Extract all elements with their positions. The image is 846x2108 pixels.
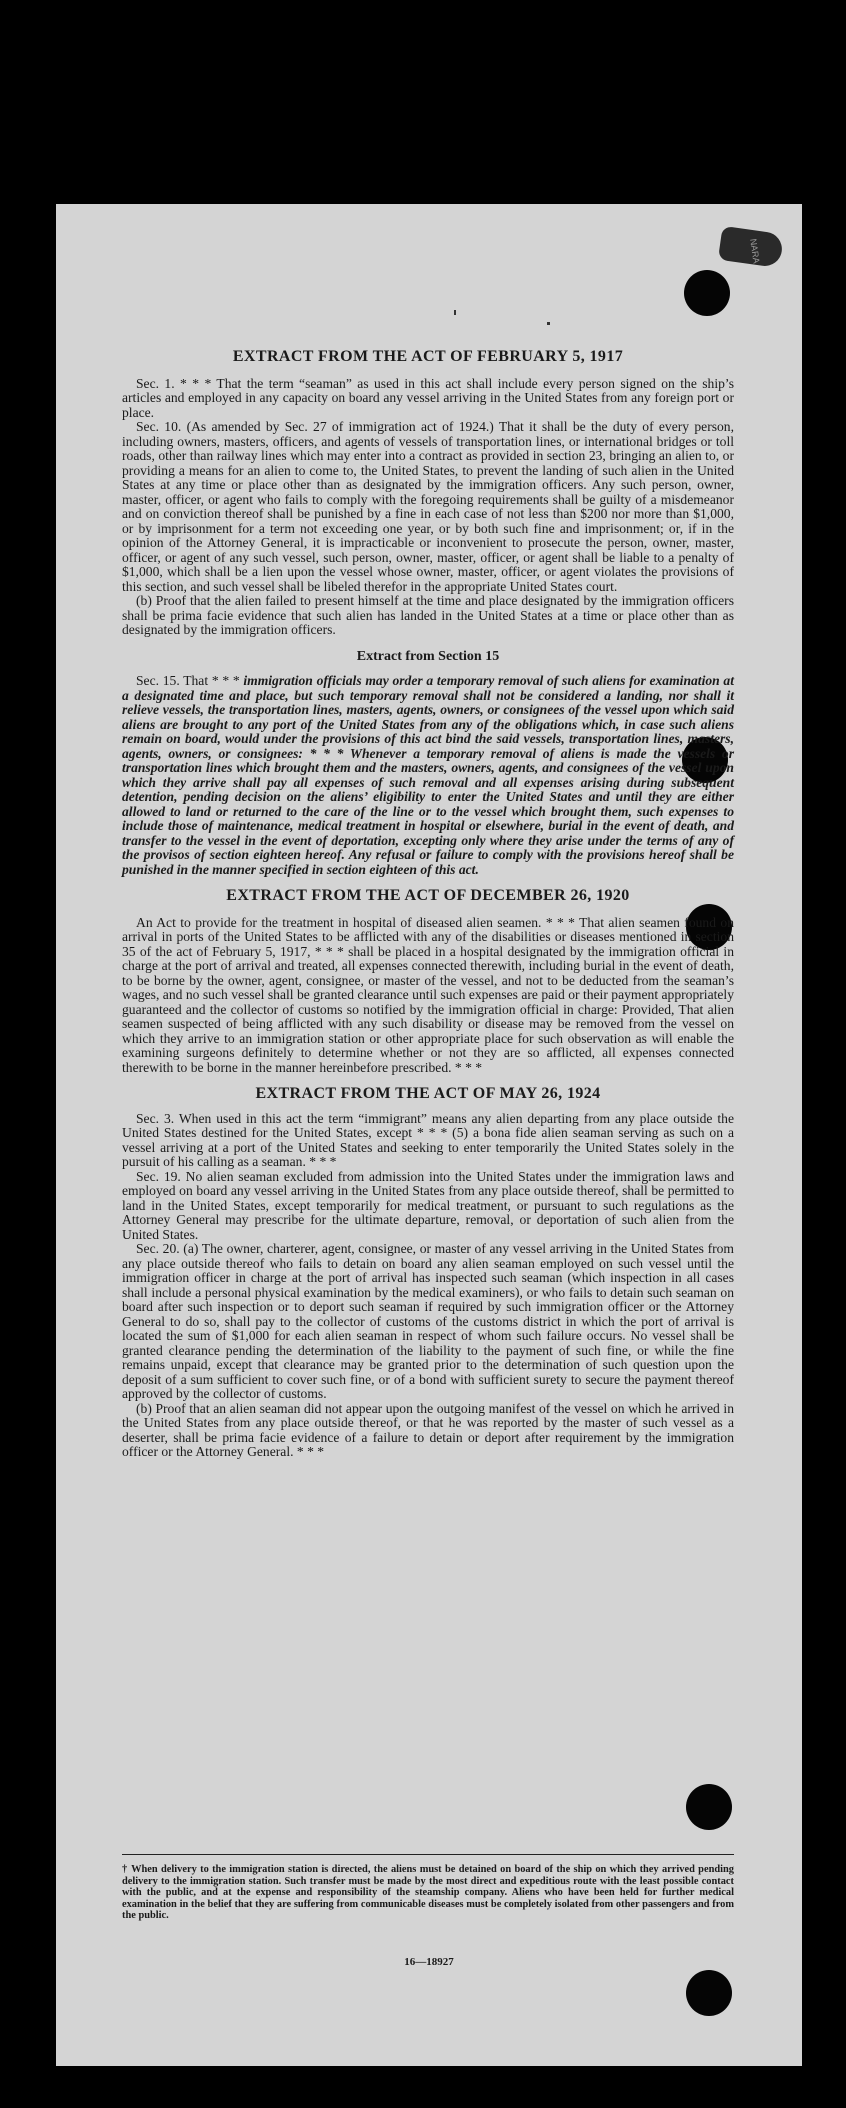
- heading-section-15: Extract from Section 15: [356, 648, 500, 664]
- sec-15-italic-text: immigration officials may order a temporary removal of such aliens for examination at a designated time and place, but such temporary removal shall not be considered a landing, nor shall it relieve vessels, the transportation lines, masters, agents, owners, or consignees of the vessel upon which said aliens are brought to any port of the United States from any of the obligations which, in case such aliens remain on board, would under the provisions of this act bind the said vessels, transportation lines, masters, agents, owners, or consignees: * * * Whenever a temporary removal of aliens is made the vessels or transportation lines which brought them and the masters, owners, agents, and consignees of the vessel upon which they arrive shall pay all expenses of such removal and all expenses arising during subsequent detention, pending decision on the aliens’ eligibility to enter the United States and until they are either allowed to land or returned to the care of the line or to the vessel which brought them, such expenses to include those of maintenance, medical treatment in hospital or elsewhere, burial in the event of death, and transfer to the vessel in the event of deportation, excepting only where they arise under the terms of any of the provisos of section eighteen hereof. Any refusal or failure to comply with the provisions hereof shall be punished in the manner specified in section eighteen of this act.: [122, 673, 734, 877]
- paragraph-act-1920: An Act to provide for the treatment in hospital of diseased alien seamen. * * * That alien seamen found on arrival in ports of the United States to be afflicted with any of the disabilities or diseases mentioned in section 35 of the act of February 5, 1917, * * * shall be placed in a hospital designated by the immigration official in charge at the port of arrival and treated, all expenses connected therewith, including burial in the event of death, to be borne by the owner, agent, consignee, or master of the vessel, and not to be deducted from the seaman’s wages, and no such vessel shall be granted clearance until such expenses are paid or their payment appropriately guaranteed and the collector of customs so notified by the immigration official in charge: Provided, That alien seamen suspected of being afflicted with any such disability or disease may be removed from the vessel on which they arrive to an immigration station or other appropriate place for such observation as will enable the examining surgeons definitely to determine whether or not they are so afflicted, all expenses connected therewith to be borne in the manner hereinbefore prescribed. * * *: [122, 914, 734, 1075]
- paragraph-sec-15: [122, 674, 734, 877]
- paragraph-sec-20b: (b) Proof that an alien seaman did not appear upon the outgoing manifest of the vessel on which he arrived in the United States from any place outside thereof, or that he was reported by the master of such vessel as a deserter, shall be prima facie evidence of a failure to detain or deport after requirement by the immigration officer or the Attorney General. * * *: [122, 1400, 734, 1459]
- act-1917-block: [122, 350, 734, 1460]
- footnote: † When delivery to the immigration station is directed, the aliens must be detained on board of the ship on which they arrived pending delivery to the immigration station. Such transfer must be made by the most direct and expeditious route with the least possible contact with the public, and at the expense and responsibility of the steamship company. Aliens who have been held for further medical examination in the belief that they are suffering from communicable diseases must be completely isolated from other passengers and from the public.: [122, 1864, 734, 1922]
- paragraph-sec-19: Sec. 19. No alien seaman excluded from admission into the United States under the immigration laws and employed on board any vessel arriving in the United States from any place outside thereof, shall be permitted to land in the United States, except temporarily for medical treatment, or pursuant to such regulations as the Attorney General may prescribe for the ultimate departure, removal, or deportation of such alien from the United States.: [122, 1168, 734, 1242]
- paragraph-sec-3: Sec. 3. When used in this act the term “immigrant” means any alien departing from any place outside the United States destined for the United States, except * * * (5) a bona fide alien seaman serving as such on a vessel arriving at a port of the United States and seeking to enter temporarily the United States solely in the pursuit of his calling as a seaman. * * *: [122, 1110, 734, 1169]
- paragraph-sec-1: Sec. 1. * * * That the term “seaman” as used in this act shall include every person signed on the ship’s articles and employed in any capacity on board any vessel arriving in the United States from any foreign port or place.: [122, 375, 734, 420]
- heading-act-1924: EXTRACT FROM THE ACT OF MAY 26, 1924: [255, 1085, 601, 1102]
- punch-hole: [684, 270, 730, 316]
- print-mark: [547, 322, 550, 325]
- archive-stamp-text: NARA: [748, 238, 762, 265]
- print-mark: [454, 310, 456, 315]
- paragraph-sec-20a: Sec. 20. (a) The owner, charterer, agent, consignee, or master of any vessel arriving in the United States from any place outside thereof who fails to detain on board any alien seaman employed on such vessel until the immigration officer in charge at the port of arrival has inspected such seaman (which inspection in all cases shall include a personal physical examination by the medical examiners), or who fails to detain such seaman on board after such inspection or to deport such seaman if required by such immigration officer or the Attorney General to do so, shall pay to the collector of customs of the customs district in which the port of arrival is located the sum of $1,000 for each alien seaman in respect of whom such failure occurs. No vessel shall be granted clearance pending the determination of the liability to the payment of such fine, or while the fine remains unpaid, except that clearance may be granted prior to the determination of such question upon the deposit of a sum sufficient to cover such fine, or of a bond with sufficient surety to secure the payment thereof approved by the collector of customs.: [122, 1241, 734, 1401]
- document-page: [56, 204, 802, 2066]
- punch-hole: [686, 1970, 732, 2016]
- paragraph-sec-10: Sec. 10. (As amended by Sec. 27 of immigration act of 1924.) That it shall be the duty of every person, including owners, masters, officers, and agents of vessels of transportation lines, or international bridges or toll roads, other than railway lines which may enter into a contract as provided in section 23, bringing an alien to, or providing a means for an alien to come to, the United States, to prevent the landing of such alien in the United States at any time or place other than as designated by the immigration officers. Any such person, owner, master, officer, or agent who fails to comply with the foregoing requirements shall be guilty of a misdemeanor and on conviction thereof shall be punished by a fine in each case of not less than $200 nor more than $1,000, or by imprisonment for a term not exceeding one year, or by both such fine and imprisonment; or, if in the opinion of the Attorney General, it is impracticable or inconvenient to prosecute the person, owner, master, officer, or agent of any such vessel, such person, owner, master, officer, or agent shall be liable to a penalty of $1,000, which shall be a lien upon the vessel whose owner, master, officer, or agent violates the provisions of this section, and such vessel shall be libeled therefor in the appropriate United States court.: [122, 419, 734, 594]
- heading-act-1920: EXTRACT FROM THE ACT OF DECEMBER 26, 1920: [226, 887, 630, 904]
- paragraph-proof-b: (b) Proof that the alien failed to present himself at the time and place designated by the immigration officers shall be prima facie evidence that such alien has landed in the United States at a time or place other than as designated by the immigration officers.: [122, 593, 734, 637]
- footnote-divider: [122, 1854, 734, 1855]
- sec-15-lead: Sec. 15. That * * *: [136, 673, 244, 688]
- heading-act-1917: EXTRACT FROM THE ACT OF FEBRUARY 5, 1917: [232, 348, 624, 365]
- form-code: 16—18927: [404, 1956, 454, 1968]
- punch-hole: [686, 1784, 732, 1830]
